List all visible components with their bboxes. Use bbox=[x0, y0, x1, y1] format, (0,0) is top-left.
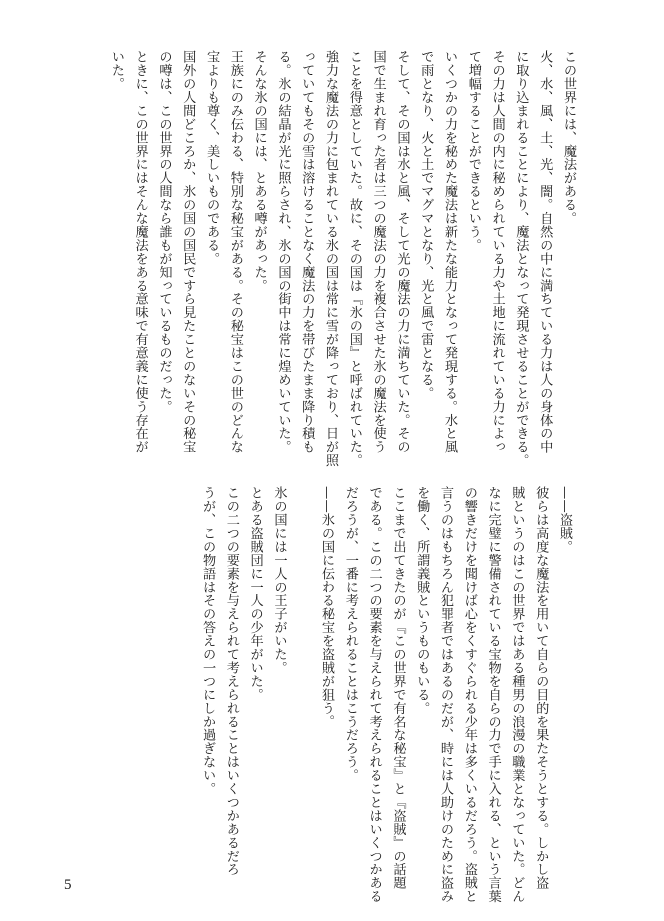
lower-text-block bbox=[195, 486, 576, 906]
text-line: だろうが、一番に考えられることはこうだろう。 bbox=[342, 486, 358, 782]
text-line: ときに、この世界にはそんな魔法をある意味で有意義に使う存在が bbox=[132, 50, 148, 454]
text-line: て増幅することができるという。 bbox=[465, 50, 481, 252]
text-line: である。この二つの要素を与えられて考えられることはいくつかある bbox=[366, 486, 382, 903]
text-line: 氷の国には一人の王子がいた。 bbox=[271, 486, 287, 675]
text-line: ここまで出てきたのが『この世界で有名な秘宝』と『盗賊』の話題 bbox=[390, 486, 406, 890]
text-line: なに完璧に警備されている宝物を自らの力で手に入れる、という言葉 bbox=[485, 486, 501, 903]
text-line: 強力な魔法の力に包まれている氷の国は常に雪が降っており、日が照 bbox=[323, 50, 339, 467]
text-line: っていてもその雪は溶けることなく魔法の力を帯びたまま降り積も bbox=[299, 50, 315, 454]
text-line: る。氷の結晶が光に照らされ、氷の国の街中は常に煌めいていた。 bbox=[275, 50, 291, 454]
text-line: 火、水、風、土、光、闇。自然の中に満ちている力は人の身体の中 bbox=[537, 50, 553, 454]
text-line: ——盗賊。 bbox=[557, 486, 572, 554]
text-line: で雨となり、火と土でマグマとなり、光と風で雷となる。 bbox=[418, 50, 434, 400]
text-line: 賊というのはこの世界ではある種男の浪漫の職業となっていた。どん bbox=[509, 486, 525, 903]
text-line bbox=[290, 486, 314, 906]
text-line: とある盗賊団に一人の少年がいた。 bbox=[247, 486, 263, 702]
page-number: 5 bbox=[64, 877, 72, 893]
text-line: ことを得意としていた。故に、その国は『氷の国』と呼ばれていた。 bbox=[346, 50, 362, 467]
text-line: この二つの要素を与えられて考えられることはいくつかあるだろ bbox=[223, 486, 239, 877]
text-line: この世界には、魔法がある。 bbox=[561, 50, 576, 225]
text-line: 国で生まれ育った者は三つの魔法の力を複合させた氷の魔法を使う bbox=[370, 50, 386, 454]
text-line: を働く、所謂義賊というものもいる。 bbox=[414, 486, 430, 715]
text-line: 彼らは高度な魔法を用いて自らの目的を果たそうとする。しかし盗 bbox=[533, 486, 549, 890]
text-line: うが、この物語はその答えの一つにしか過ぎない。 bbox=[200, 486, 216, 796]
text-line: に取り込まれることにより、魔法となって発現させることができる。 bbox=[513, 50, 529, 467]
upper-text-block bbox=[104, 50, 580, 480]
text-line: 国外の人間どころか、氷の国の国民ですら見たことのないその秘宝 bbox=[180, 50, 196, 454]
text-line: いくつかの力を秘めた魔法は新たな能力となって発現する。水と風 bbox=[442, 50, 458, 454]
text-line: そして、その国は水と風、そして光の魔法の力に満ちていた。その bbox=[394, 50, 410, 454]
text-line: 宝よりも尊く、美しいものである。 bbox=[204, 50, 220, 266]
text-line: の響きだけを聞けば心をくすぐられる少年は多くいるだろう。盗賊と bbox=[461, 486, 477, 903]
text-line: 王族にのみ伝わる、特別な秘宝がある。その秘宝はこの世のどんな bbox=[227, 50, 243, 454]
text-line: その力は人間の内に秘められている力や土地に流れている力によっ bbox=[489, 50, 505, 454]
text-line: いた。 bbox=[108, 50, 124, 91]
text-line: 言うのはもちろん犯罪者ではあるのだが、時には人助けのために盗み bbox=[438, 486, 454, 903]
text-line: の噂は、この世界の人間なら誰もが知っているものだった。 bbox=[156, 50, 172, 414]
text-line: ——氷の国に伝わる秘宝を盗賊が狙う。 bbox=[319, 486, 335, 729]
text-line: そんな氷の国には、とある噂があった。 bbox=[251, 50, 267, 293]
